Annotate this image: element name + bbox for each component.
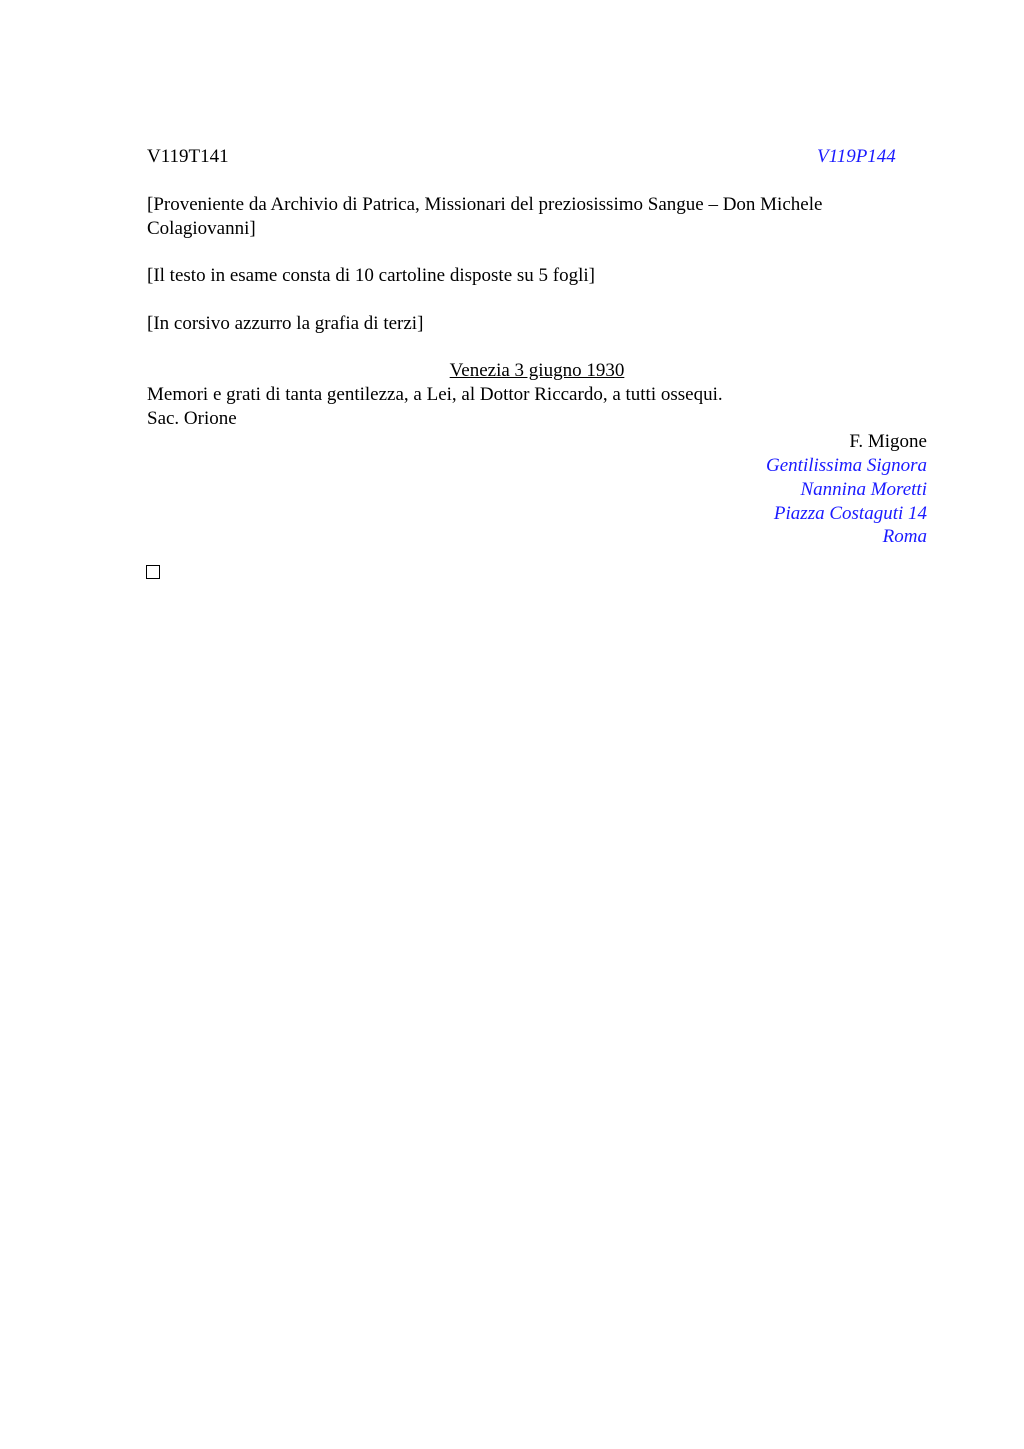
address-line-1: Gentilissima Signora <box>766 455 927 476</box>
style-note: [In corsivo azzurro la grafia di terzi] <box>147 313 424 334</box>
signature-migone: F. Migone <box>849 431 927 452</box>
place-date-wrapper <box>0 359 1024 383</box>
provenance-note-line2: Colagiovanni] <box>147 218 256 239</box>
address-line-2: Nannina Moretti <box>800 479 927 500</box>
place-date: Venezia 3 giugno 1930 <box>449 360 625 381</box>
empty-box <box>146 565 160 579</box>
letter-body: Memori e grati di tanta gentilezza, a Lei, al Dottor Riccardo, a tutti ossequi. <box>147 384 723 405</box>
signature-orione: Sac. Orione <box>147 408 237 429</box>
address-line-4: Roma <box>882 526 927 547</box>
address-line-3: Piazza Costaguti 14 <box>773 503 927 524</box>
doc-code-left: V119T141 <box>147 146 229 167</box>
doc-code-right: V119P144 <box>817 146 896 167</box>
provenance-note-line1: [Proveniente da Archivio di Patrica, Missionari del preziosissimo Sangue – Don Michele <box>147 194 823 215</box>
content-note: [Il testo in esame consta di 10 cartoline disposte su 5 fogli] <box>147 265 595 286</box>
